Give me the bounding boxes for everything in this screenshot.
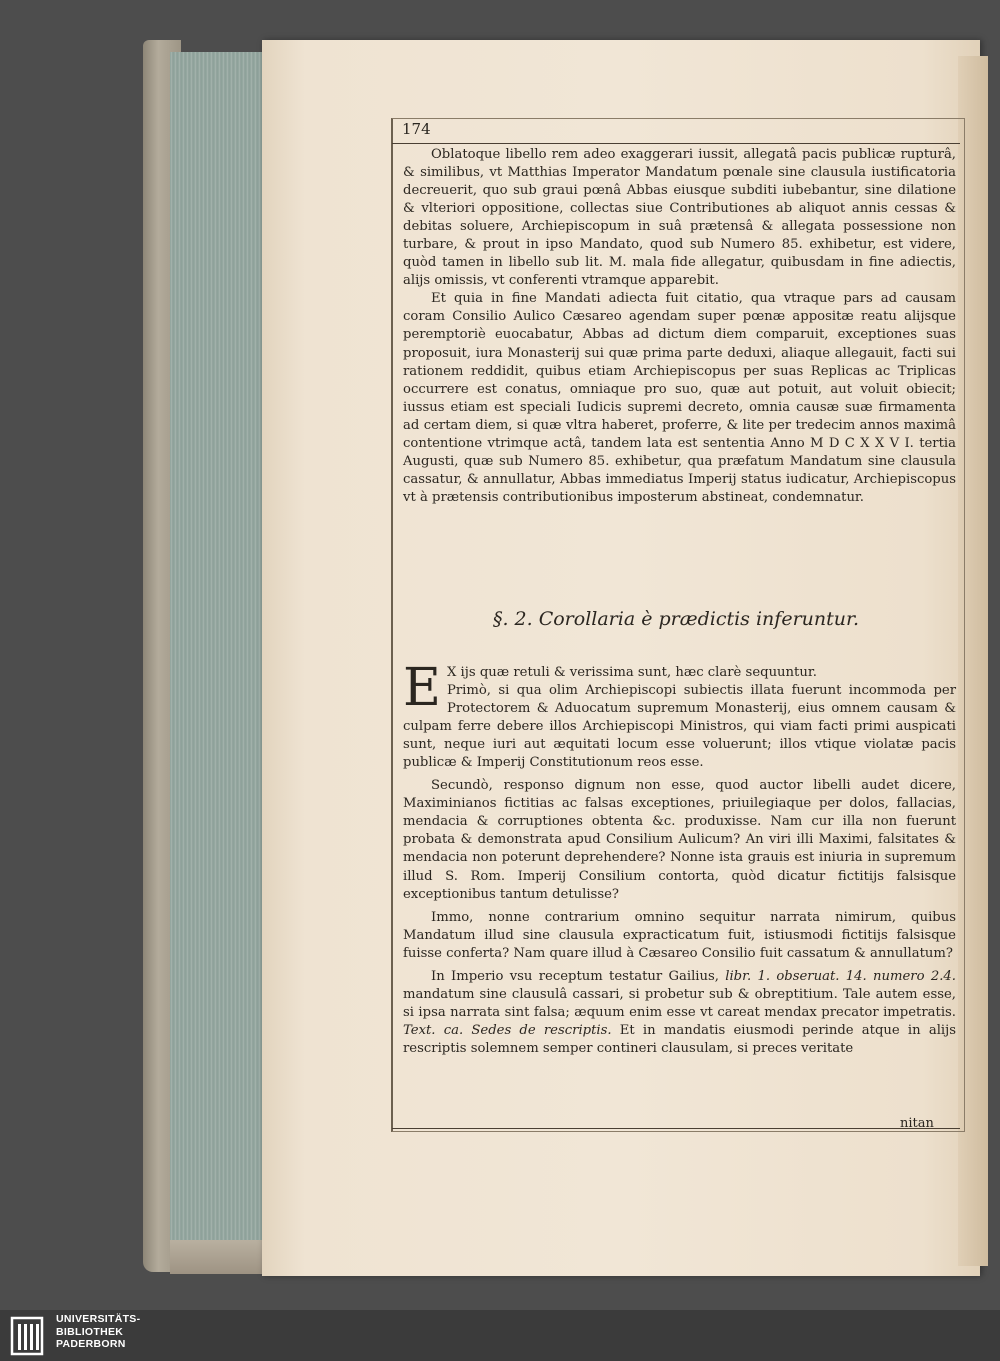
footer-bar (0, 1310, 1000, 1361)
paragraph: Immo, nonne contrarium omnino sequitur narrata nimirum, quibus Mandatum illud sine clausula expracticatum fuit, istiusmodi fictitijs falsisque fuisse conferta? Nam quare illud à Cæsareo Consilio fuit cassatum & annullatum? (403, 909, 956, 961)
opening-line: X ijs quæ retuli & verissima sunt, hæc clarè sequuntur. (446, 665, 817, 680)
paragraph: Primò, si qua olim Archiepiscopi subiectis illata fuerunt incommoda per Protectorem & Aduocatum supremum Monasterij, eius omnem causam & culpam ferre debere illos Archiepiscopi Ministros, qui viam facti primi auspicati sunt, neque iuri aut æquitati locum esse voluerunt; illos vtique violatæ pacis publicæ & Imperij Constitutionum reos esse. (403, 683, 956, 771)
library-logo-icon (10, 1314, 50, 1358)
opening-paragraph (403, 658, 956, 772)
library-name-line3: PADERBORN (56, 1338, 126, 1350)
text-run: mandatum sine clausulâ cassari, si probetur sub & obreptitium. Tale autem esse, si ipsa narrata sint falsa; æquum enim esse vt careat mendax precator impetratis. (403, 986, 956, 1020)
paragraph: Et quia in fine Mandati adiecta fuit citatio, qua vtraque pars ad causam coram Consilio Aulico Cæsareo agendam super pœnæ appositæ reatu alijsque peremptoriè euocabatur, Abbas ad dictum diem comparuit, exceptiones suas proposuit, iura Monasterij sui quæ prima parte deduxi, aliaque allegauit, facti sui rationem reddidit, quibus etiam Archiepiscopus per suas Replicas ac Triplicas occurrere est conatus, omniaque pro suo, quæ aut potuit, aut voluit obiecit; iussus etiam est speciali Iudicis supremi decreto, omnia causæ suæ firmamenta ad certam diem, si quæ vltra haberet, proferre, & lite per tredecim annos maximâ contentione vtrimque actâ, tandem lata est sententia Anno M D C X X V I. tertia Augusti, quæ sub Numero 85. exhibetur, qua præfatum Mandatum sine clausula cassatur, & annullatur, Abbas immediatus Imperij status iudicatur, Archiepiscopus vt à prætensis contributionibus imposterum abstineat, condemnatur. (403, 291, 956, 505)
paragraph: Secundò, responso dignum non esse, quod auctor libelli audet dicere, Maximinianos fictitias ac falsas exceptiones, priuilegiaque per dolos, fallacias, mendacia & corruptiones obtenta &c. produxisse. Nam cur illa non fuerunt probata & demonstrata apud Consilium Aulicum? An viri illi Maximi, falsitates & mendacia non poterunt deprehendere? Nonne ista grauis est iniuria in supremum illud S. Rom. Imperij Consilium contorta, quòd dicatur fictitijs falsisque exceptionibus tantum detulisse? (403, 778, 956, 902)
catchword: nitan (900, 1116, 934, 1131)
text-block-top (403, 146, 956, 507)
page-block-bottom (170, 1240, 270, 1274)
library-name-line2: BIBLIOTHEK (56, 1325, 124, 1338)
text-block-bottom (403, 658, 956, 1063)
drop-cap: E (403, 658, 441, 718)
paragraph: Oblatoque libello rem adeo exaggerari iussit, allegatâ pacis publicæ rupturâ, & similibus, vt Matthias Imperator Mandatum pœnale sine clausula iustificatoria decreuerit, quo sub graui pœnâ Abbas eiusque subditi iubebantur, sine dilatione & vlteriori oppositione, collectas siue Contributiones ab aliquot annis cessas & debitas soluere, Archiepiscopum in suâ prætensâ & allegata possessione non turbare, & prout in ipso Mandato, quod sub Numero 85. exhibetur, est videre, quòd tamen in libello sub lit. M. mala fide allegatur, quibusdam in fine adiectis, alijs omissis, vt conferenti vtramque apparebit. (403, 147, 956, 289)
header-rule (392, 143, 960, 144)
section-heading: §. 2. Corollaria è prædictis inferuntur. (492, 608, 860, 630)
footer-rule (392, 1128, 960, 1129)
text-run: Et in mandatis eiusmodi perinde atque in alijs rescriptis solemnem semper contineri clausulam, si preces veritate (403, 1022, 956, 1056)
page-number: 174 (402, 120, 431, 138)
citation: libr. 1. obseruat. 14. numero 2.4. (725, 968, 956, 984)
library-name-line1: UNIVERSITÄTS- (56, 1313, 141, 1325)
citation: Text. ca. Sedes de rescriptis. (403, 1022, 612, 1038)
library-name (56, 1313, 140, 1351)
page-block-edges (170, 52, 262, 1242)
text-run: In Imperio vsu receptum testatur Gailius, (431, 968, 726, 984)
paragraph (403, 968, 956, 1058)
